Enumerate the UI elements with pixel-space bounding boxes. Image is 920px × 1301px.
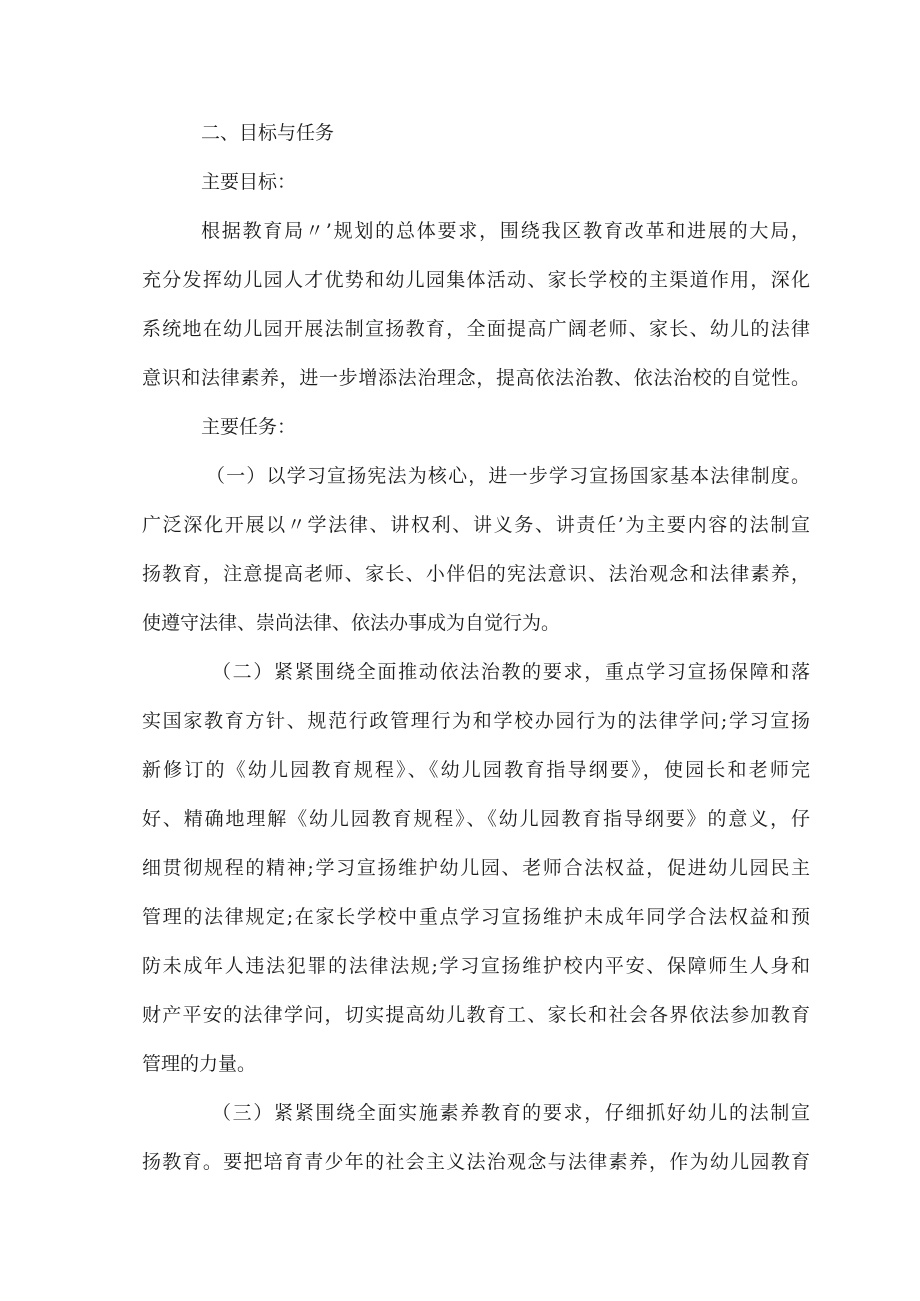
document-body (142, 109, 810, 1187)
paragraph-line: 系统地在幼儿园开展法制宣扬教育，全面提高广阔老师、家长、幼儿的法律 (142, 318, 810, 340)
paragraph-line: 意识和法律素养，进一步增添法治理念，提高依法治教、依法治校的自觉性。 (142, 367, 810, 389)
paragraph-line: 广泛深化开展以〃学法律、讲权利、讲义务、讲责任’为主要内容的法制宣 (142, 514, 810, 536)
goals-paragraph (142, 207, 810, 403)
paragraph-line: 好、精确地理解《幼儿园教育规程》、《幼儿园教育指导纲要》的意义，仔 (142, 808, 810, 830)
paragraph-line: 充分发挥幼儿园人才优势和幼儿园集体活动、家长学校的主渠道作用，深化 (142, 269, 810, 291)
paragraph-line: （三）紧紧围绕全面实施素养教育的要求，仔细抓好幼儿的法制宣 (212, 1102, 810, 1124)
paragraph-line: 财产平安的法律学问，切实提高幼儿教育工、家长和社会各界依法参加教育 (142, 1004, 810, 1026)
tasks-heading: 主要任务： (201, 416, 297, 438)
paragraph-line: （一）以学习宣扬宪法为核心，进一步学习宣扬国家基本法律制度。 (206, 465, 810, 487)
task-item-3 (142, 1089, 810, 1187)
task-item-1 (142, 452, 810, 648)
paragraph-line: 细贯彻规程的精神;学习宣扬维护幼儿园、老师合法权益，促进幼儿园民主 (142, 857, 810, 879)
paragraph-line: 管理的法律规定;在家长学校中重点学习宣扬维护未成年同学合法权益和预 (142, 906, 810, 928)
paragraph-line: 扬教育。要把培育青少年的社会主义法治观念与法律素养，作为幼儿园教育 (142, 1151, 810, 1173)
paragraph-line: 根据教育局〃’规划的总体要求，围绕我区教育改革和进展的大局， (201, 220, 810, 242)
paragraph-line: 新修订的《幼儿园教育规程》、《幼儿园教育指导纲要》，使园长和老师完 (142, 759, 810, 781)
paragraph-line: 使遵守法律、崇尚法律、依法办事成为自觉行为。 (142, 612, 561, 634)
paragraph-line: 防未成年人违法犯罪的法律法规;学习宣扬维护校内平安、保障师生人身和 (142, 955, 810, 977)
paragraph-line: （二）紧紧围绕全面推动依法治教的要求，重点学习宣扬保障和落 (212, 661, 810, 683)
section-title: 二、目标与任务 (201, 122, 335, 144)
task-item-2 (142, 648, 810, 1089)
paragraph-line: 管理的力量。 (142, 1053, 257, 1075)
paragraph-line: 实国家教育方针、规范行政管理行为和学校办园行为的法律学问;学习宣扬 (142, 710, 810, 732)
paragraph-line: 扬教育，注意提高老师、家长、小伴侣的宪法意识、法治观念和法律素养， (142, 563, 810, 585)
goals-heading: 主要目标： (201, 171, 297, 193)
